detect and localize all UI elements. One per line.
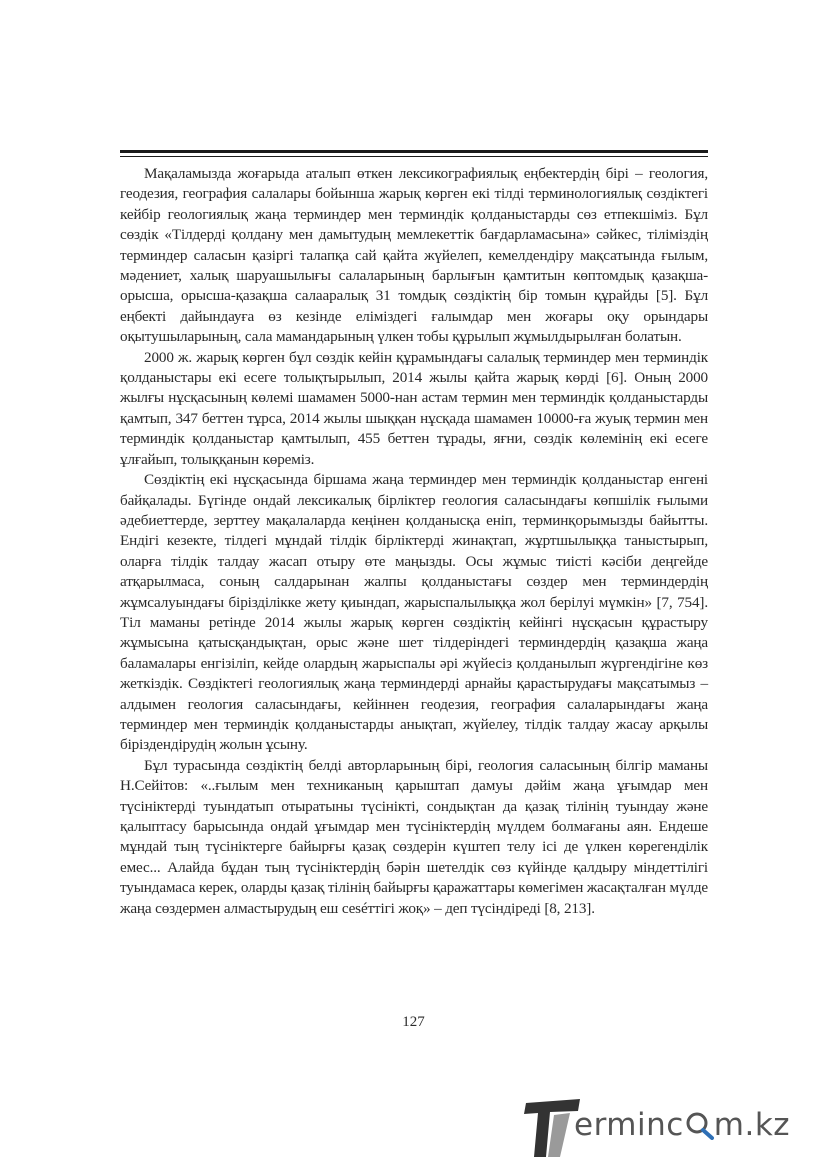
logo-text-part-2: m.kz (713, 1107, 791, 1143)
body-text (120, 164, 708, 919)
paragraph-4: Бұл турасында сөздіктің белді авторларының бірі, геология саласының білгір маманы Н.Сейітов: «..ғылым мен техниканың қарыштап дамуы дәйім жаңа ұғымдар мен түсініктерді туындатып отыратыны түсінікті, сондықтан да қазақ тілінің туындау және қалыптасу барысында ондай ұғымдар мен түсініктердің мүлдем болмағаны аян. Ендеше мұндай тың түсініктерге байырғы қазақ сөздерін күштеп телу ісі де үлкен көрегенділік емес... Алайда бұдан тың түсініктердің бәрін шетелдік сөз күйінде қалдыру міндеттілігі туындамаса керек, оларды қазақ тілінің байырғы қаражаттары көмегімен жасақталған мүлде жаңа сөздермен алмастырудың еш сеséттігі жоқ» – деп түсіндіреді [8, 213]. (120, 756, 708, 917)
header-rule-thick (120, 150, 708, 153)
page-number: 127 (402, 1014, 425, 1030)
logo-text (574, 1107, 790, 1143)
logo-magnifier-icon (685, 1110, 715, 1140)
paragraph-1: Мақаламызда жоғарыда аталып өткен лексикографиялық еңбектердің бірі – геология, геодезия, география салалары бойынша жарық көрген екі тілді терминологиялық сөздіктегі кейбір геологиялық жаңа терминдер мен терминдік қолданыстарды сөз етпекшіміз. Бұл сөздік «Тілдерді қолдану мен дамытудың мемлекеттік бағдарламасына» сәйкес, тіліміздің терминдер саласын қазіргі талапқа сай қайта жүйелеп, кемелдендіру мақсатында ғылым, мәдениет, халық шаруашылығы салаларының барлығын қамтитын көптомдық қазақша-орысша, орысша-қазақша салааралық 31 томдық сөздіктің бір томын құрайды [5]. Бұл еңбекті дайындауға өз кезінде еліміздегі ғалымдар мен жоғары оқу орындары оқытушыларының, сала мамандарының үлкен тобы құрылып жұмылдырылған болатын. (120, 165, 708, 346)
logo-text-c: c (666, 1107, 684, 1143)
termincom-logo (520, 1093, 820, 1159)
paragraph-3: Сөздіктің екі нұсқасында біршама жаңа терминдер мен терминдік қолданыстар енгені байқалады. Бүгінде ондай лексикалық бірліктер геология саласындағы көпшілік ғылыми әдебиеттерде, зерттеу мақалаларда кеңінен қолданысқа еніп, терминқорымызды байытты. Ендігі кезекте, тілдегі мұндай тілдік бірліктерді жинақтап, жұртшылыққа таныстырып, оларға тілдік талдау жасап отыру өте маңызды. Осы жұмыс тиісті кәсіби деңгейде атқарылмаса, соның салдарынан жалпы қолданыстағы сөздер мен терминдердің жұмсалуындағы біріздiлiкке жету қиындап, жарыспалылыққа жол берілуі мүмкін» [7, 754]. Тіл маманы ретінде 2014 жылы жарық көрген сөздіктің кейінгі нұсқасын құрастыру жұмысына қатысқандықтан, орыс және шет тілдеріндегі терминдердің қазақша жаңа баламалары енгізіліп, кейде олардың жарыспалы әрі жүйесіз қолданылып жүргендігіне көз жеткіздік. Сөздіктегі геологиялық жаңа терминдерді арнайы қарастырудағы мақсатымыз – алдымен геология саласындағы, кейіннен геодезия, география салаларындағы жаңа терминдер мен терминдік қолданыстарды анықтап, жүйелеу, тілдік талдау жасау арқылы біріздендірудің жолын ұсыну. (120, 471, 708, 754)
header-rule-thin (120, 156, 708, 157)
logo-text-part-1: ermin (574, 1107, 667, 1143)
paragraph-2: 2000 ж. жарық көрген бұл сөздік кейін құрамындағы салалық терминдер мен терминдік қолданыстары екі есеге толықтырылып, 2014 жылы қайта жарық көрді [6]. Оның 2000 жылғы нұсқасының көлемі шамамен 5000-нан астам термин мен терминдік қолданыстарды қамтып, 347 беттен тұрса, 2014 жылы шыққан нұсқада шамамен 10000-ға жуық термин мен терминдік қолданыстар қамтылып, 455 беттен тұрады, яғни, сөздік көлемінің екі есеге ұлғайып, толыққанын көреміз. (120, 348, 708, 468)
